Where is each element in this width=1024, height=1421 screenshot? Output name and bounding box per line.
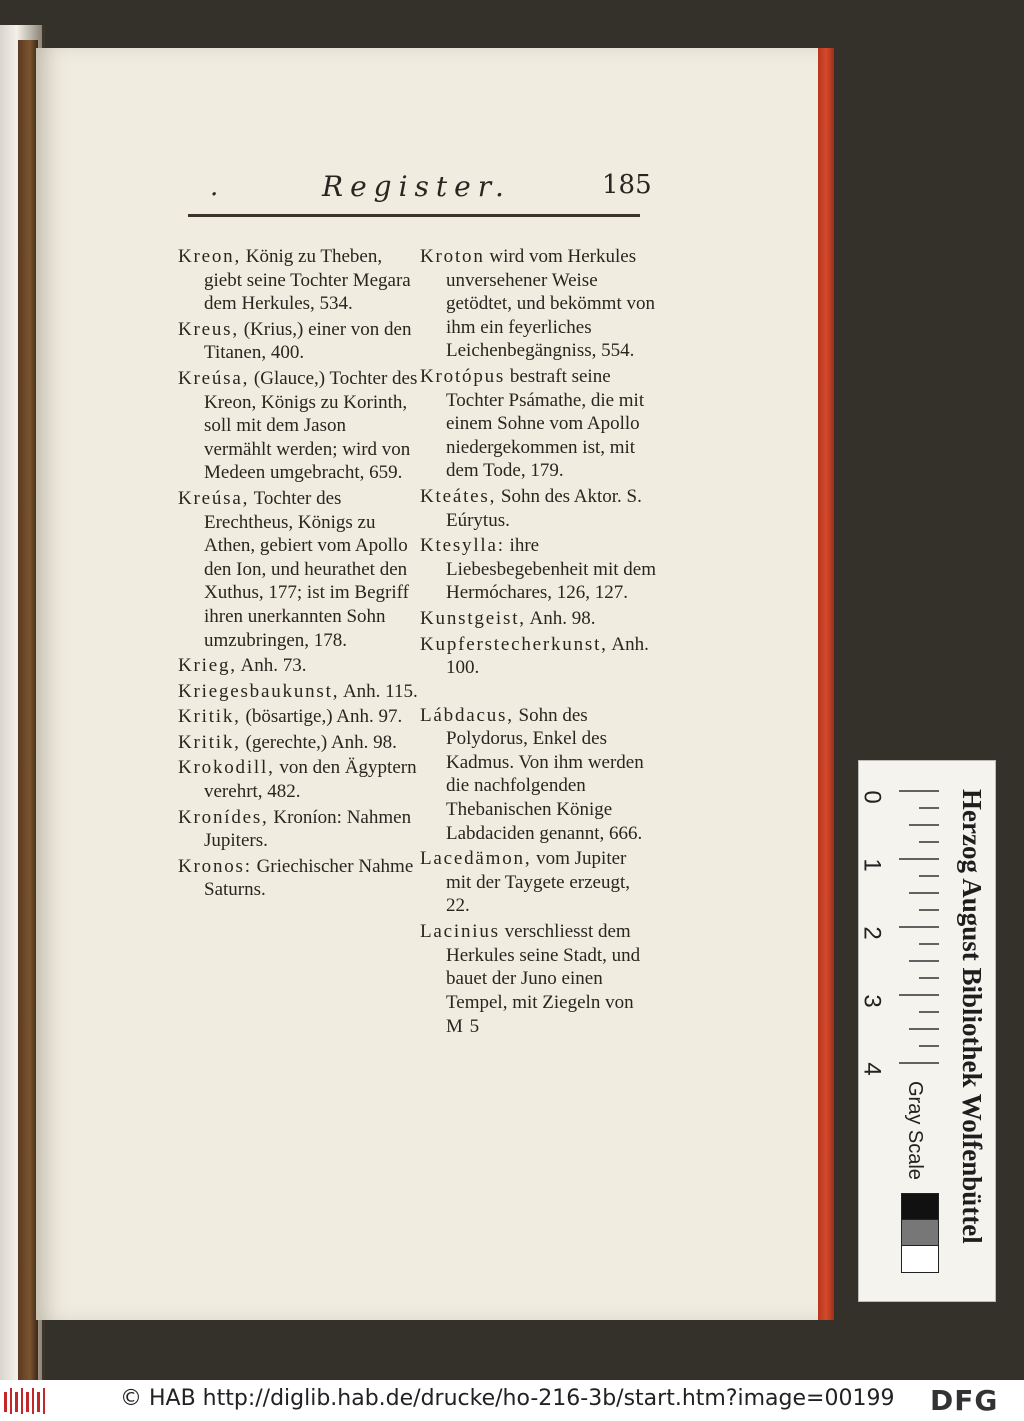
index-entry (420, 704, 656, 846)
entry-headword: Kronos: (178, 855, 252, 877)
entry-text: König zu Theben, giebt seine Tochter Megara dem Herkules, 534. (204, 246, 411, 315)
entry-headword: Kreon, (178, 246, 242, 267)
entry-text: von den Ägyptern verehrt, 482. (204, 757, 417, 803)
entry-headword: Lacinius (420, 921, 500, 943)
entry-text: Anh. 115. (339, 680, 418, 702)
entry-headword: Kunstgeist, (420, 607, 526, 629)
index-entry (420, 847, 656, 918)
index-entry (178, 245, 418, 316)
entry-headword: Kritik, (178, 706, 241, 728)
index-entry (420, 485, 656, 532)
entry-headword: Kreúsa, (178, 367, 250, 389)
entry-headword: Kreúsa, (178, 487, 250, 509)
page-number: 185 (602, 170, 652, 200)
entry-headword: Kritik, (178, 731, 241, 753)
color-scale-ruler (858, 760, 996, 1302)
ruler-number-4: 4 (858, 1062, 886, 1076)
index-entry (178, 731, 418, 755)
entry-text: (bösartige,) Anh. 97. (240, 706, 403, 728)
swatch-black (901, 1193, 939, 1221)
ruler-number-2: 2 (858, 926, 886, 940)
entry-text: Griechischer Nahme Saturns. (204, 855, 414, 901)
ruler-number-0: 0 (858, 790, 886, 804)
entry-text: bestraft seine Tochter Psámathe, die mit einem Sohne vom Apollo niedergekommen ist, mit dem Tode, 179. (446, 365, 645, 482)
index-entry (178, 367, 418, 485)
entry-text: Kroníon: Nahmen Jupiters. (204, 806, 412, 852)
entry-headword: Krotópus (420, 365, 506, 387)
entry-text: wird vom Herkules unversehener Weise getödtet, und bekömmt von ihm ein feyerliches Leichenbegängniss, 554. (446, 246, 655, 362)
entry-headword: Krieg, (178, 655, 237, 677)
institution-name: Herzog August Bibliothek Wolfenbüttel (957, 789, 987, 1244)
ruler-number-1: 1 (858, 858, 886, 872)
index-entry (420, 607, 656, 631)
header-title: Register. (322, 170, 511, 203)
entry-headword: Kupferstecherkunst, (420, 633, 608, 655)
section-gap (420, 682, 656, 704)
index-column-left (178, 245, 418, 904)
hab-barcode-icon (4, 1388, 48, 1414)
entry-text: (gerechte,) Anh. 98. (240, 731, 397, 753)
index-entry (420, 534, 656, 605)
header-dot: . (210, 172, 219, 202)
index-entry (420, 365, 656, 483)
entry-headword: Kriegesbaukunst, (178, 680, 340, 702)
footer-link[interactable]: © HAB http://diglib.hab.de/drucke/ho-216-3b/start.htm?image=00199 (120, 1386, 895, 1411)
index-entry (178, 705, 418, 729)
swatch-white (901, 1245, 939, 1273)
index-entry (178, 855, 418, 902)
entry-headword: Lacedämon, (420, 848, 532, 870)
swatch-gray (901, 1219, 939, 1247)
entry-headword: Kronídes, (178, 806, 269, 828)
entry-text: (Krius,) einer von den Titanen, 400. (204, 318, 412, 364)
entry-text: Sohn des Polydorus, Enkel des Kadmus. Von ihm werden die nachfolgenden Thebanischen Könige Labdaciden genannt, 666. (446, 704, 644, 844)
entry-text: Tochter des Erechtheus, Königs zu Athen, gebiert vom Apollo den Ion, und heurathet den Xuthus, 177; ist im Begriff ihren unerkannten Sohn umzubringen, 178. (204, 487, 409, 651)
index-entry (420, 920, 656, 1014)
header-rule (188, 214, 640, 217)
entry-text: Anh. 98. (525, 607, 596, 629)
entry-headword: Kroton (420, 246, 485, 267)
index-entry (178, 806, 418, 853)
signature-mark: M 5 (446, 1016, 481, 1038)
index-entry (420, 245, 656, 363)
index-entry (420, 633, 656, 680)
footer-bar (0, 1380, 1024, 1421)
entry-text: ihre Liebesbegebenheit mit dem Hermóchares, 126, 127. (446, 535, 656, 604)
entry-text: Anh. 100. (446, 633, 649, 679)
entry-headword: Krokodill, (178, 757, 275, 779)
entry-text: Sohn des Aktor. S. Eúrytus. (446, 485, 642, 531)
entry-text: Anh. 73. (236, 655, 307, 677)
entry-text: (Glauce,) Tochter des Kreon, Königs zu Korinth, soll mit dem Jason vermählt werden; wird von Medeen umgebracht, 659. (204, 367, 418, 484)
running-header (210, 168, 650, 204)
index-entry (178, 756, 418, 803)
entry-headword: Lábdacus, (420, 704, 514, 726)
index-entry (178, 680, 418, 704)
red-page-edge (818, 48, 834, 1320)
entry-headword: Kteátes, (420, 485, 497, 507)
entry-headword: Ktesylla: (420, 535, 505, 557)
ruler-number-3: 3 (858, 994, 886, 1008)
entry-headword: Kreus, (178, 318, 239, 340)
index-entry (178, 654, 418, 678)
book-spine (18, 40, 38, 1380)
entry-text: vom Jupiter mit der Taygete erzeugt, 22. (446, 848, 631, 917)
entry-text: verschliesst dem Herkules seine Stadt, und bauet der Juno einen Tempel, mit Ziegeln von (446, 921, 641, 1013)
index-entry (178, 487, 418, 652)
gray-scale-label: Gray Scale (904, 1081, 926, 1180)
dfg-logo: DFG (930, 1384, 999, 1417)
index-entry (178, 318, 418, 365)
index-column-right (420, 245, 656, 1038)
